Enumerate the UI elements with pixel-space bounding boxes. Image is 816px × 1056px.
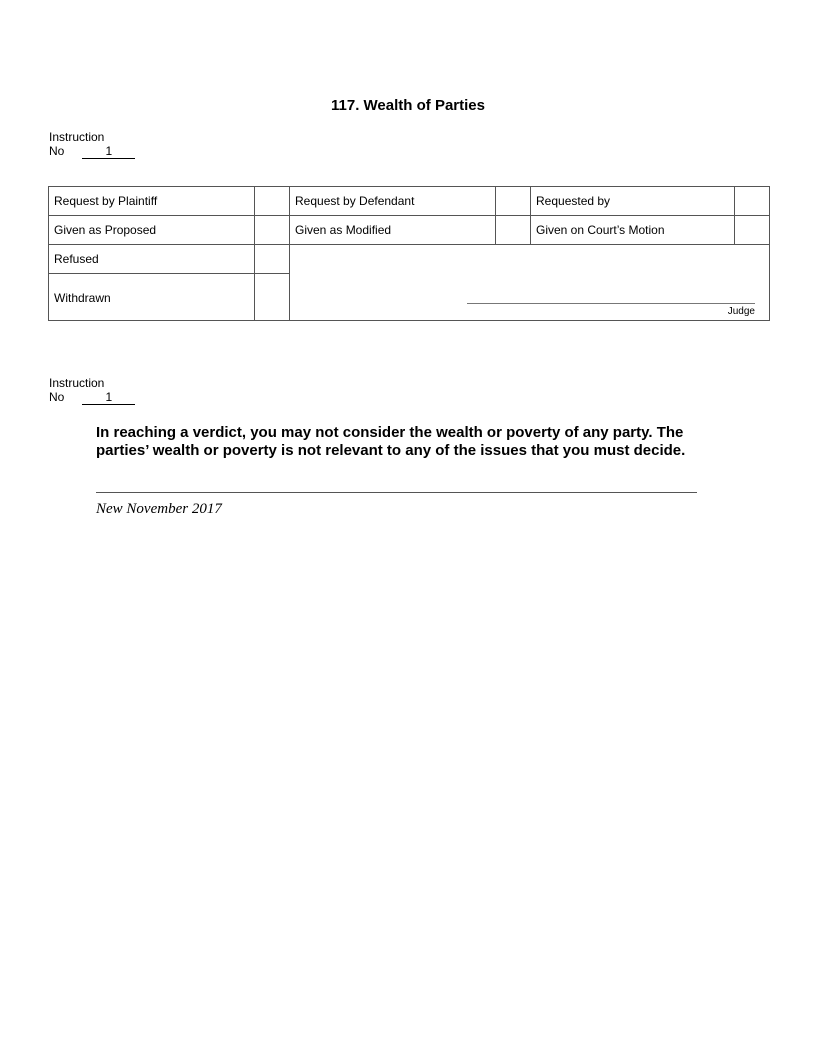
- request-defendant-label: Request by Defendant: [290, 187, 496, 216]
- withdrawn-label: Withdrawn: [49, 274, 255, 321]
- given-court-label: Given on Court’s Motion: [531, 216, 735, 245]
- instruction-header-bottom: [49, 376, 135, 405]
- refused-checkbox[interactable]: [255, 245, 290, 274]
- requested-by-label: Requested by: [531, 187, 735, 216]
- page-title: 117. Wealth of Parties: [331, 97, 485, 114]
- divider: [96, 492, 697, 493]
- instruction-no-label: No: [49, 390, 65, 404]
- request-plaintiff-label: Request by Plaintiff: [49, 187, 255, 216]
- given-court-checkbox[interactable]: [735, 216, 770, 245]
- request-defendant-checkbox[interactable]: [496, 187, 531, 216]
- instruction-disposition-table: [48, 186, 770, 321]
- requested-by-checkbox[interactable]: [735, 187, 770, 216]
- given-proposed-label: Given as Proposed: [49, 216, 255, 245]
- instruction-number-field: 1: [82, 391, 135, 405]
- instruction-label: Instruction: [49, 130, 105, 144]
- request-plaintiff-checkbox[interactable]: [255, 187, 290, 216]
- instruction-no-label: No: [49, 144, 65, 158]
- revision-note: New November 2017: [96, 501, 222, 517]
- withdrawn-checkbox[interactable]: [255, 274, 290, 321]
- given-proposed-checkbox[interactable]: [255, 216, 290, 245]
- judge-signature-area: [290, 245, 770, 321]
- judge-label: Judge: [727, 306, 755, 317]
- instruction-label: Instruction: [49, 376, 105, 390]
- given-modified-checkbox[interactable]: [496, 216, 531, 245]
- instruction-number-field: 1: [82, 145, 135, 159]
- refused-label: Refused: [49, 245, 255, 274]
- instruction-header-top: [49, 130, 135, 159]
- judge-signature-line[interactable]: [467, 303, 755, 304]
- instruction-body-text: In reaching a verdict, you may not consider the wealth or poverty of any party. The parties’ wealth or poverty is not relevant to any of the issues that you must decide.: [96, 424, 686, 459]
- given-modified-label: Given as Modified: [290, 216, 496, 245]
